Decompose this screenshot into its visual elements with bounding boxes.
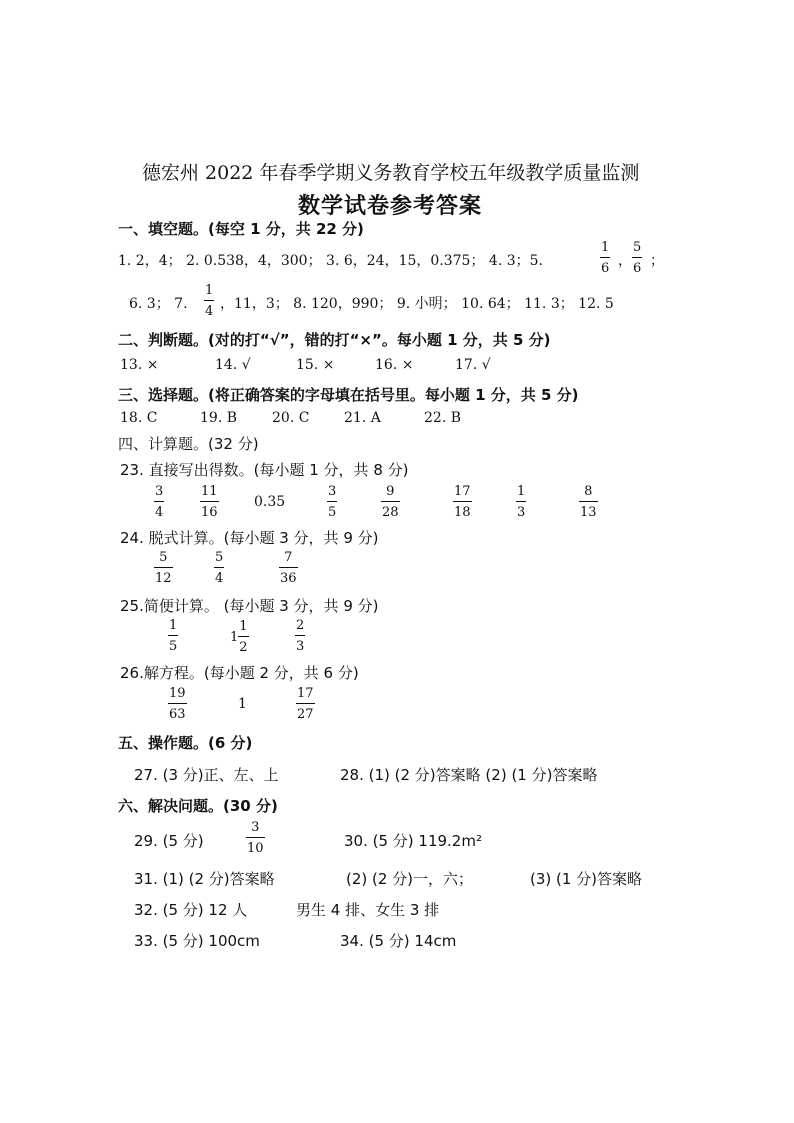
answer-21: 21. A — [344, 410, 381, 426]
q31-part3: (3) (1 分)答案略 — [530, 870, 643, 888]
q26-answer-3: 17 27 — [297, 686, 314, 722]
document-subtitle: 数学试卷参考答案 — [298, 194, 483, 219]
fill-in-answers-line1: 1. 2，4； 2. 0.538，4，300； 3. 6，24，15，0.375； 4. 3；5. — [118, 253, 543, 269]
q23-answer-2: 11 16 — [201, 484, 218, 520]
q30-answer: 30. (5 分) 119.2m² — [344, 832, 482, 850]
q24-answer-1: 5 12 — [155, 550, 172, 586]
q23-answer-5: 9 28 — [382, 484, 399, 520]
fill-in-answers-line2a: 6. 3； 7. — [129, 296, 188, 312]
answer-14: 14. √ — [215, 357, 251, 373]
q23-answer-3: 0.35 — [254, 494, 286, 510]
mixed-whole: 1 — [230, 629, 239, 645]
answer-20: 20. C — [272, 410, 310, 426]
section-heading-fill-in: 一、填空题。(每空 1 分，共 22 分) — [118, 220, 364, 238]
q23-label: 23. 直接写出得数。(每小题 1 分，共 8 分) — [120, 461, 409, 479]
q32-part2: 男生 4 排、女生 3 排 — [296, 901, 440, 919]
separator: ； — [650, 253, 664, 269]
q23-answer-6: 17 18 — [454, 484, 471, 520]
q29-answer: 3 10 — [247, 820, 264, 856]
answer-18: 18. C — [120, 410, 158, 426]
answer-13: 13. × — [120, 357, 159, 373]
answer-15: 15. × — [296, 357, 335, 373]
q25-answer-3: 2 3 — [296, 618, 305, 654]
section-heading-multiple-choice: 三、选择题。(将正确答案的字母填在括号里。每小题 1 分，共 5 分) — [118, 386, 579, 404]
answer-19: 19. B — [200, 410, 238, 426]
answer-17: 17. √ — [455, 357, 491, 373]
q27-answer: 27. (3 分)正、左、上 — [134, 766, 279, 784]
q24-label: 24. 脱式计算。(每小题 3 分，共 9 分) — [120, 529, 379, 547]
q25-answer-2 — [230, 618, 249, 656]
q23-answer-1: 3 4 — [155, 484, 164, 520]
fraction: $\frac{1}{2}$ — [239, 619, 248, 655]
answer-16: 16. × — [375, 357, 414, 373]
fraction: 5 6 — [633, 240, 642, 276]
separator: ， — [618, 253, 632, 269]
q23-answer-7: 1 3 — [517, 484, 526, 520]
fill-in-answers-line2b: ，11，3； 8. 120，990； 9. 小明； 10. 64； 11. 3； 12. 5 — [220, 296, 614, 312]
fraction: 1 4 — [205, 283, 214, 319]
section-heading-true-false: 二、判断题。(对的打“√”，错的打“×”。每小题 1 分，共 5 分) — [118, 331, 551, 349]
q26-label: 26.解方程。(每小题 2 分，共 6 分) — [120, 664, 359, 682]
q26-answer-1: 19 63 — [169, 686, 186, 722]
q23-answer-8: 8 13 — [580, 484, 597, 520]
q31-part1: 31. (1) (2 分)答案略 — [134, 870, 275, 888]
q24-answer-2: 5 4 — [215, 550, 224, 586]
q32-part1: 32. (5 分) 12 人 — [134, 901, 248, 919]
q33-answer: 33. (5 分) 100cm — [134, 932, 260, 950]
section-heading-calculation: 四、计算题。(32 分) — [118, 435, 259, 453]
q25-answer-1: 1 5 — [169, 618, 178, 654]
section-heading-problem-solving: 六、解决问题。(30 分) — [118, 797, 278, 815]
answer-22: 22. B — [424, 410, 462, 426]
q23-answer-4: 3 5 — [328, 484, 337, 520]
q25-label: 25.简便计算。 (每小题 3 分，共 9 分) — [120, 597, 379, 615]
section-heading-operation: 五、操作题。(6 分) — [118, 734, 253, 752]
fraction: 1 6 — [601, 240, 610, 276]
q24-answer-3: 7 36 — [280, 550, 297, 586]
q28-answer: 28. (1) (2 分)答案略 (2) (1 分)答案略 — [340, 766, 598, 784]
q34-answer: 34. (5 分) 14cm — [340, 932, 457, 950]
q31-part2: (2) (2 分)一，六； — [346, 870, 474, 888]
q26-answer-2: 1 — [238, 696, 247, 712]
document-title: 德宏州 2022 年春季学期义务教育学校五年级教学质量监测 — [142, 162, 640, 184]
q29-label: 29. (5 分) — [134, 832, 204, 850]
